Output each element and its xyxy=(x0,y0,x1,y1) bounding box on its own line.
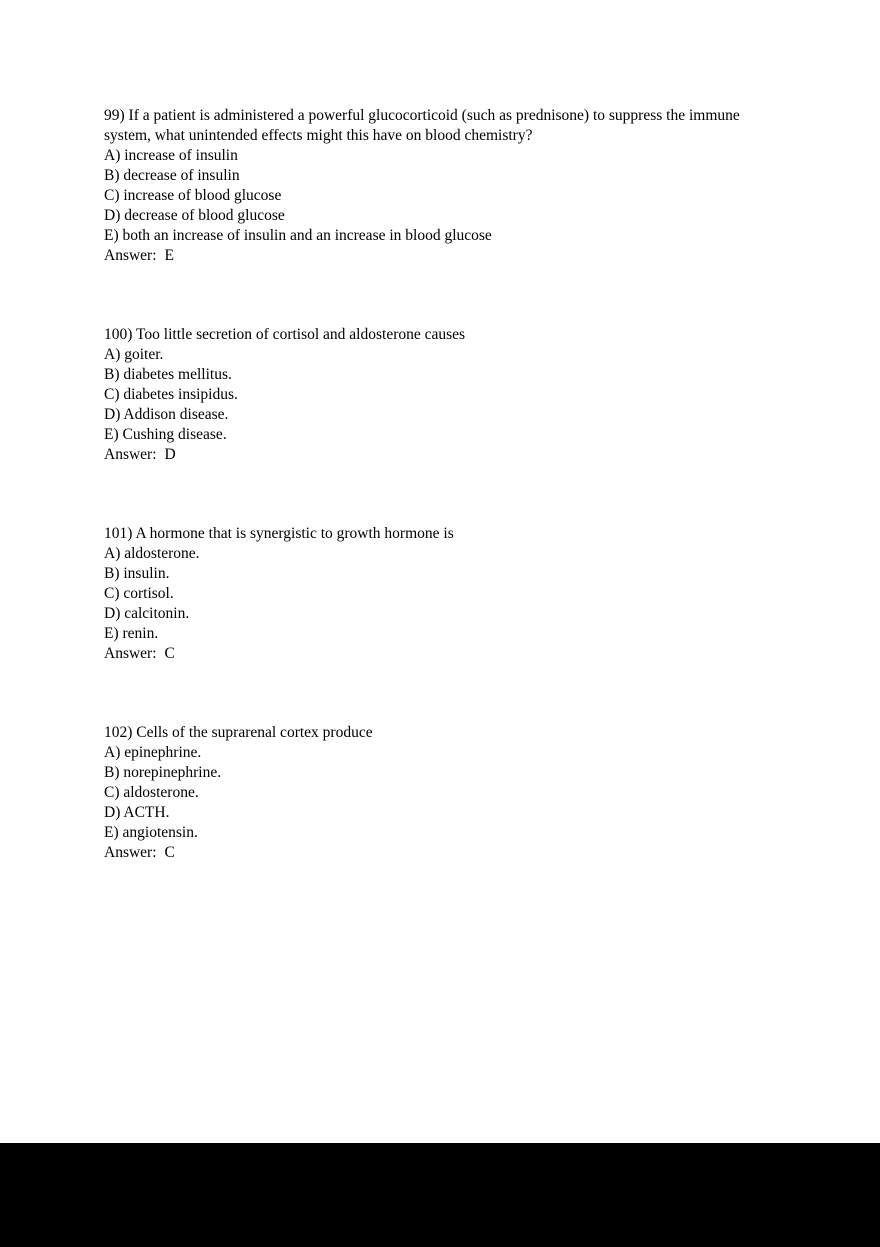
answer-label: Answer: xyxy=(104,645,157,662)
question-stem: A hormone that is synergistic to growth hormone is xyxy=(135,525,454,542)
answer-line xyxy=(104,644,768,664)
answer-label: Answer: xyxy=(104,844,157,861)
answer-option: C) aldosterone. xyxy=(104,784,199,801)
answer-option: A) increase of insulin xyxy=(104,147,238,164)
answer-option: A) aldosterone. xyxy=(104,545,200,562)
question-block-100 xyxy=(104,325,768,465)
answer-option: A) goiter. xyxy=(104,346,164,363)
answer-value: E xyxy=(164,247,174,264)
page-content xyxy=(104,106,768,922)
question-text xyxy=(104,325,768,345)
answer-option: E) renin. xyxy=(104,625,159,642)
question-block-99 xyxy=(104,106,768,266)
answer-option: D) calcitonin. xyxy=(104,605,190,622)
answer-option: C) cortisol. xyxy=(104,585,174,602)
answer-value: C xyxy=(164,844,175,861)
question-stem: Too little secretion of cortisol and aldosterone causes xyxy=(136,326,466,343)
answer-option: B) insulin. xyxy=(104,565,170,582)
answer-line xyxy=(104,246,768,266)
question-number: 102) xyxy=(104,724,133,741)
question-block-101 xyxy=(104,524,768,664)
answer-line xyxy=(104,843,768,863)
answer-label: Answer: xyxy=(104,247,157,264)
answer-option: E) Cushing disease. xyxy=(104,426,227,443)
answer-option: C) diabetes insipidus. xyxy=(104,386,238,403)
answer-value: D xyxy=(164,446,176,463)
answer-option: C) increase of blood glucose xyxy=(104,187,282,204)
answer-value: C xyxy=(164,645,175,662)
question-number: 101) xyxy=(104,525,133,542)
letterbox-bar xyxy=(0,1143,880,1247)
answer-option: B) diabetes mellitus. xyxy=(104,366,232,383)
question-number: 99) xyxy=(104,107,125,124)
answer-option: D) Addison disease. xyxy=(104,406,229,423)
question-stem: If a patient is administered a powerful glucocorticoid (such as prednisone) to suppress the immune system, what unintended effects might this have on blood chemistry? xyxy=(104,107,740,144)
answer-label: Answer: xyxy=(104,446,157,463)
question-text xyxy=(104,524,768,544)
answer-option: E) angiotensin. xyxy=(104,824,198,841)
question-text xyxy=(104,106,768,146)
answer-option: B) decrease of insulin xyxy=(104,167,240,184)
answer-option: B) norepinephrine. xyxy=(104,764,222,781)
question-number: 100) xyxy=(104,326,133,343)
question-block-102 xyxy=(104,723,768,863)
answer-option: A) epinephrine. xyxy=(104,744,202,761)
answer-option: D) decrease of blood glucose xyxy=(104,207,285,224)
answer-line xyxy=(104,445,768,465)
answer-option: D) ACTH. xyxy=(104,804,170,821)
question-text xyxy=(104,723,768,743)
answer-option: E) both an increase of insulin and an increase in blood glucose xyxy=(104,227,492,244)
question-stem: Cells of the suprarenal cortex produce xyxy=(136,724,373,741)
